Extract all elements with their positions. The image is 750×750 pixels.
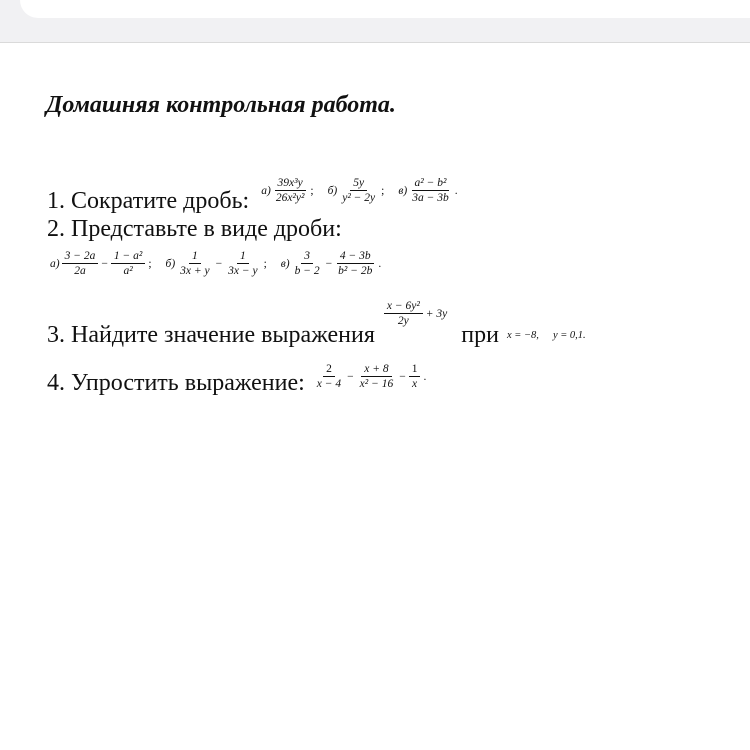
task-2-items xyxy=(50,250,383,277)
fraction: $\frac{\text{1 − a²}}{\text{a²}}$ xyxy=(111,250,145,277)
task-4-expression: $\frac{2}{x - 4}$ − $\frac{x + 8}{\text{x² − 16}}$ − $\frac{1}{x}$ . xyxy=(313,363,429,390)
fraction: $\frac{1}{3x + y}$ xyxy=(180,250,210,278)
task-1-text: 1. Сократите дробь: xyxy=(47,188,250,214)
task-2-item-c: в) $\frac{3}{b - 2}$ − $\frac{4 - 3b}{\text{b² − 2b}}$ . xyxy=(280,250,382,278)
fraction: $\frac{\text{a² − b²}}{3a - 3b}$ xyxy=(412,176,449,204)
task-3-text: 3. Найдите значение выражения xyxy=(47,322,375,348)
task-2-item-a: а) $\frac{3 - 2a}{2a}$ − $\frac{\text{1 − a²}}{\text{a²}}$ ; xyxy=(50,250,152,278)
task-4 xyxy=(47,356,428,397)
task-3 xyxy=(47,300,586,349)
task-2 xyxy=(47,216,342,243)
fraction: $\frac{2}{x - 4}$ xyxy=(316,362,342,390)
task-1-item-c: в) $\frac{\text{a² − b²}}{3a - 3b}$ . xyxy=(398,176,458,204)
task-4-text: 4. Упростить выражение: xyxy=(47,370,305,396)
fraction: $\frac{3}{b - 2}$ xyxy=(294,250,320,278)
task-1 xyxy=(47,166,460,215)
fraction: $\frac{3 - 2a}{2a}$ xyxy=(62,250,99,277)
fraction: $\frac{\text{x − 6y²}}{2y}$ xyxy=(384,300,423,327)
fraction: $\frac{1}{x}$ xyxy=(409,363,421,390)
task-2-item-b: б) $\frac{1}{3x + y}$ − $\frac{1}{3x - y}$ ; xyxy=(165,250,267,278)
top-divider xyxy=(0,42,750,43)
task-3-when: при xyxy=(461,322,499,348)
top-card xyxy=(20,0,750,18)
fraction: $\frac{x + 8}{\text{x² − 16}}$ xyxy=(359,362,394,390)
fraction: $\frac{5y}{\text{y² − 2y}}$ xyxy=(342,176,376,204)
task-3-condition: x = −8, y = 0,1. xyxy=(506,330,586,341)
task-2-text: 2. Представьте в виде дроби: xyxy=(47,216,342,242)
fraction: $\frac{4 - 3b}{\text{b² − 2b}}$ xyxy=(338,250,373,278)
task-1-item-b: б) $\frac{5y}{\text{y² − 2y}}$ ; xyxy=(327,176,385,204)
fraction: $\frac{1}{3x - y}$ xyxy=(228,250,258,278)
fraction: $\frac{\text{39x³y}}{\text{26x²y²}}$ xyxy=(275,176,305,204)
document-title: Домашняя контрольная работа. xyxy=(46,92,396,118)
task-1-item-a: а) $\frac{\text{39x³y}}{\text{26x²y²}}$ ; xyxy=(261,176,314,204)
task-3-expression: $\frac{\text{x − 6y²}}{2y}$ + 3y xyxy=(383,300,449,327)
